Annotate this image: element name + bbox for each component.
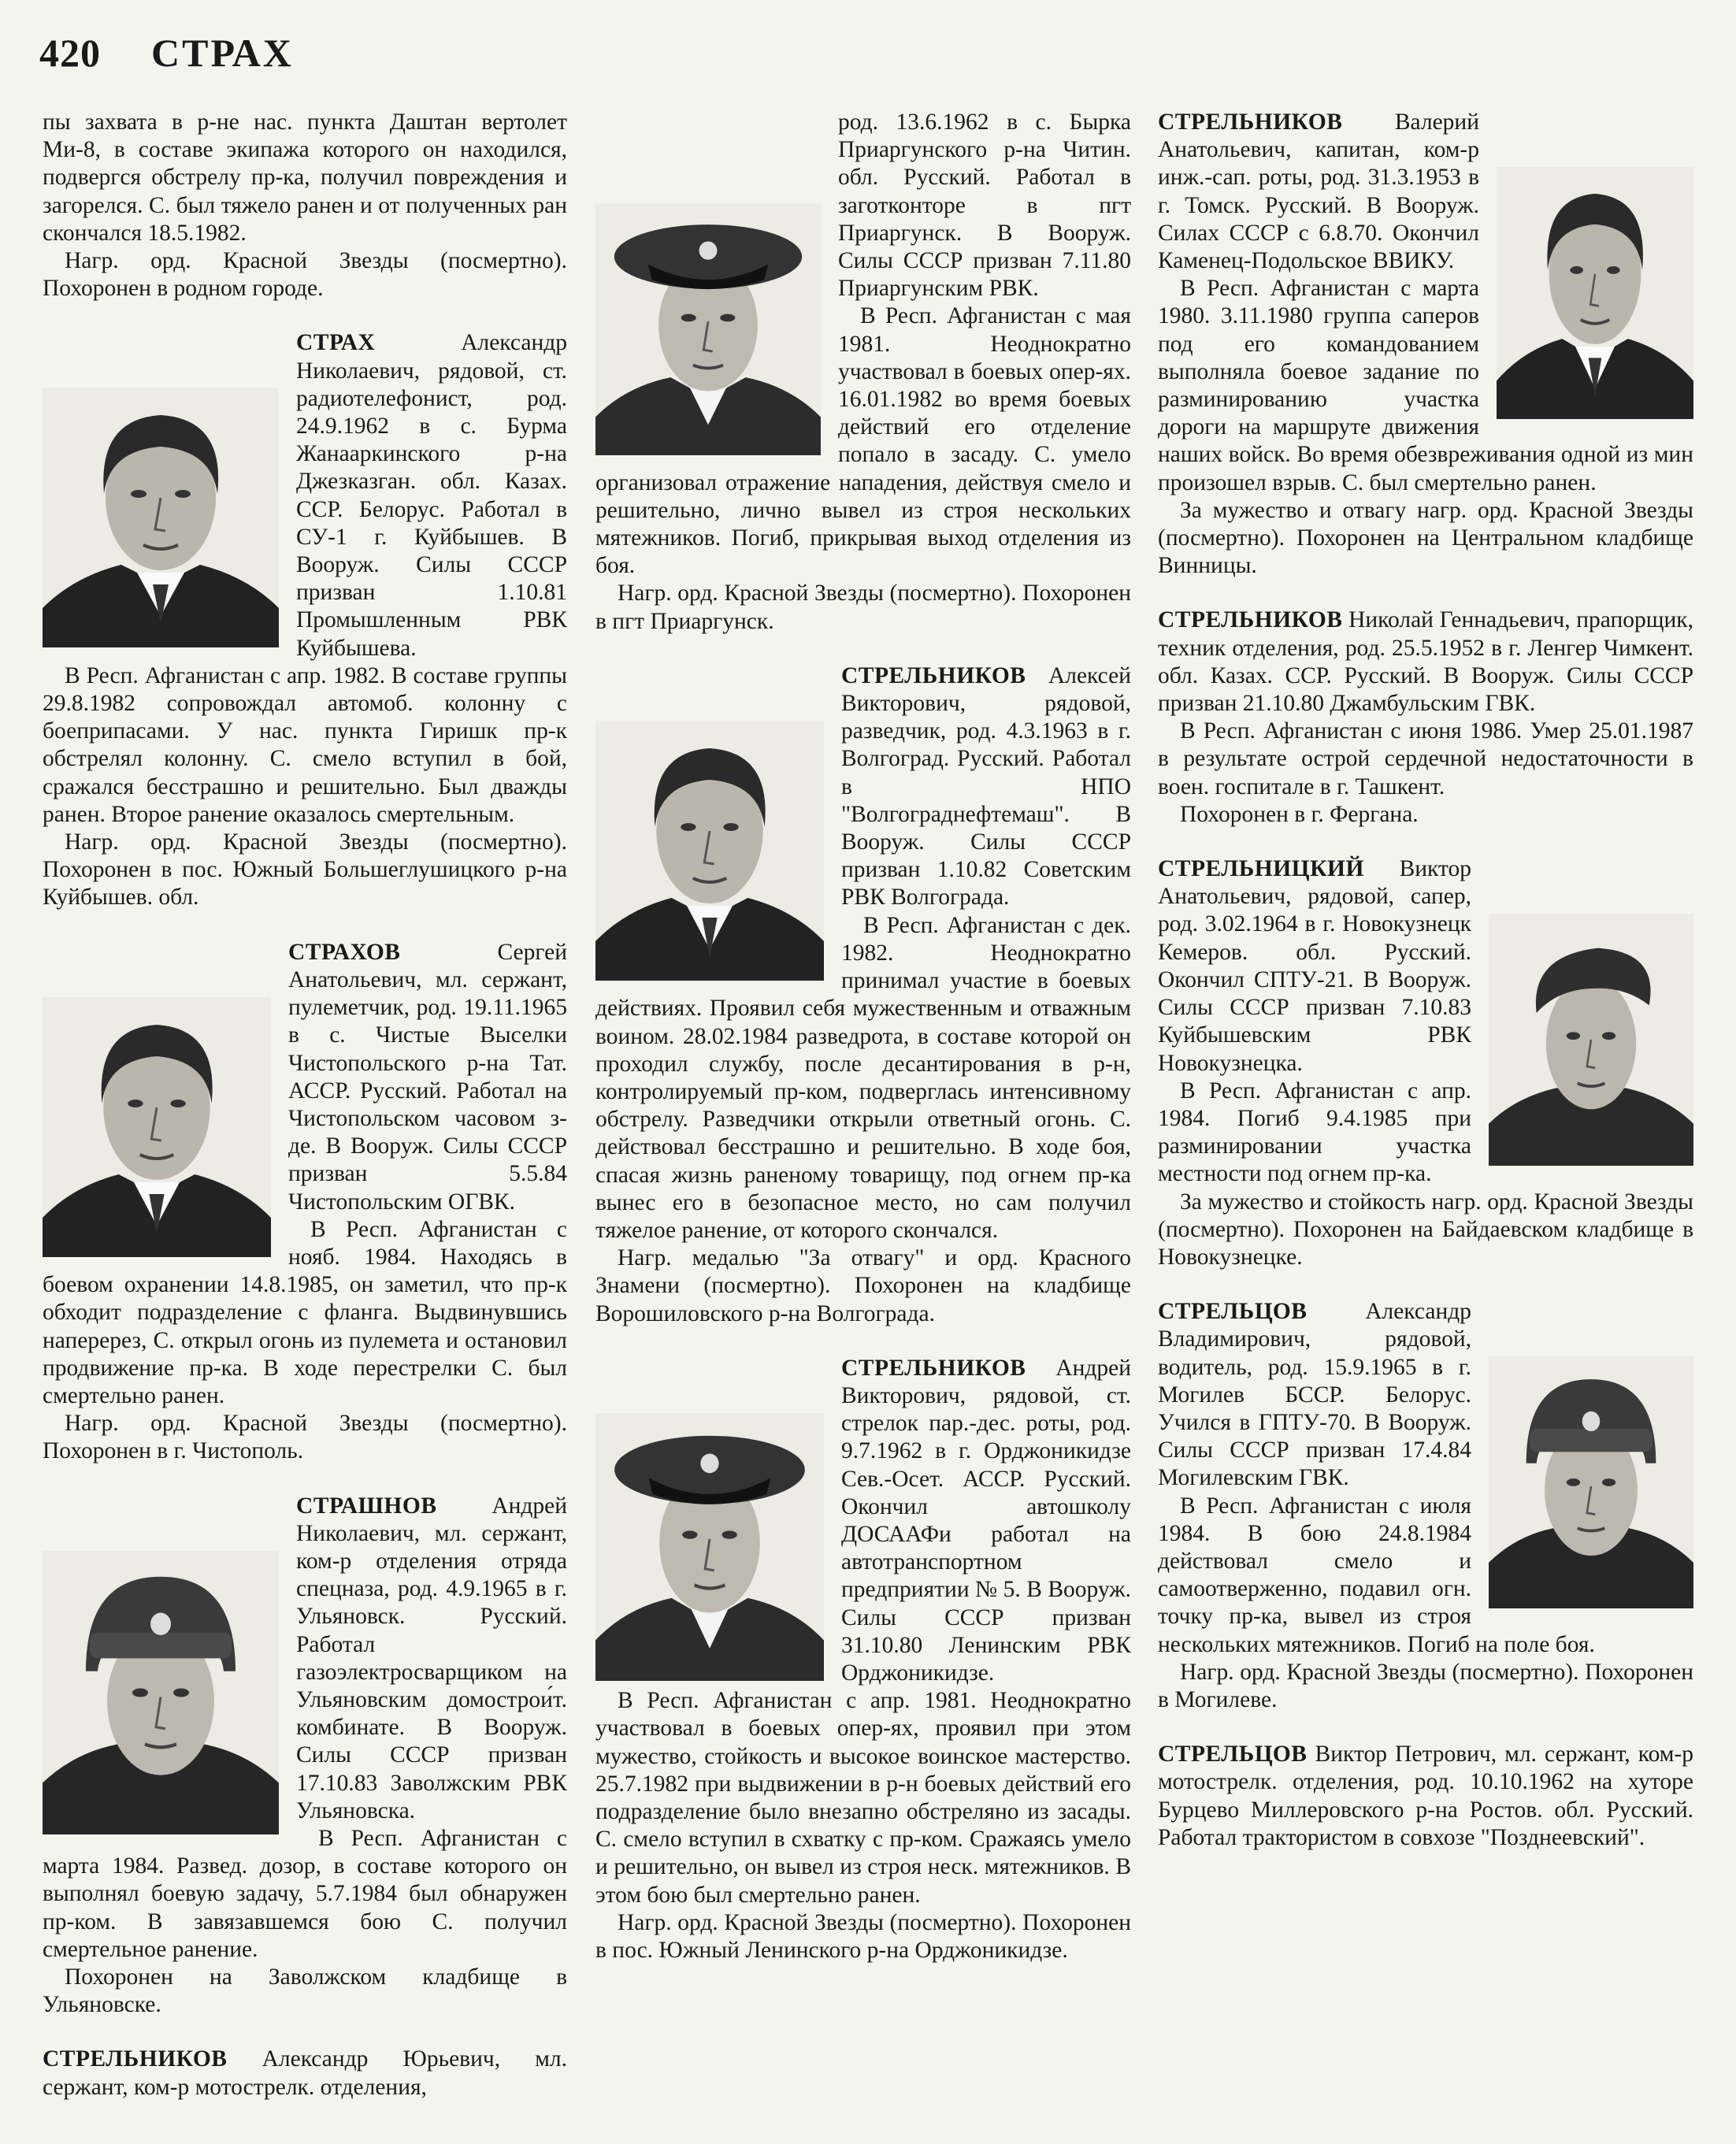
continued-entry xyxy=(43,109,567,302)
page-header xyxy=(39,30,294,76)
entry-text: Валерий Анатольевич, капитан, ком-р инж.-сап. роты, род. 31.3.1953 в г. Томск. Русский. В Вооруж. Силах СССР с 6.8.70. Окончил Каменец-Подольское ВВИКУ. xyxy=(1158,109,1479,274)
page-number: 420 xyxy=(39,31,101,75)
portrait-photo xyxy=(43,997,271,1257)
portrait-photo xyxy=(43,388,279,647)
entry-headword: СТРАХ xyxy=(296,330,376,356)
entry-text: За мужество и отвагу нагр. орд. Красной Звезды (посмертно). Похоронен на Центральном кладбище Винницы. xyxy=(1158,497,1693,579)
portrait-photo xyxy=(595,721,824,981)
entry-headword: СТРЕЛЬНИКОВ xyxy=(43,2046,228,2072)
entry-headword: СТРЕЛЬНИКОВ xyxy=(1158,109,1343,135)
entry-headword: СТРЕЛЬНИКОВ xyxy=(841,662,1026,688)
entry-text: пы захвата в р-не нас. пункта Даштан вертолет Ми-8, в составе экипажа которого он находился, подвергся обстрелу пр-ка, получил повреждения и загорелся. С. был тяжело ранен и от полученных ран скончался 18.5.1982. xyxy=(43,109,567,246)
entry-text: В Респ. Афганистан с апр. 1981. Неоднократно участвовал в боевых опер-ях, проявил при этом мужество, стойкость и высокое воинское мастерство. 25.7.1982 при выдвижении в р-н боевых действий его подразделение было внезапно обстреляно из засады. С. смело вступил в схватку с пр-ком. Сражаясь умело и решительно, он вывел из строя неск. мятежников. В этом бою был смертельно ранен. xyxy=(595,1688,1131,1908)
entry-strelnikov-nikolai xyxy=(1158,606,1693,829)
entry-text: В Респ. Афганистан с мая 1981. Неоднократно участвовал в боевых опер-ях. 16.01.1982 во время боевых действий его отделение попало в засаду. С. умело организовал отражение нападения, действуя смело и решительно, лично вывел из строя нескольких мятежников. Погиб, прикрывая выход отделения из боя. xyxy=(595,303,1131,579)
entry-strelnikov-valerii xyxy=(1158,109,1693,580)
entry-headword: СТРАХОВ xyxy=(288,939,401,965)
entry-strelnitskii xyxy=(1158,855,1693,1271)
entry-strelnikov-alexandr xyxy=(43,2046,567,2101)
entry-text: Нагр. орд. Красной Звезды (посмертно). Похоронен в пос. Южный Большеглушицкого р-на Куйбышев. обл. xyxy=(43,829,567,911)
column-3 xyxy=(1158,109,1693,1879)
entry-text: род. 13.6.1962 в с. Бырка Приаргунского р-на Читин. обл. Русский. Работал в заготконторе в пгт Приаргунск. В Вооруж. Силы СССР призван 7.11.80 Приаргунским РВК. xyxy=(838,109,1131,302)
entry-text: Виктор Петрович, мл. сержант, ком-р мотострелк. отделения, род. 10.10.1962 на хуторе Бурцево Миллеровского р-на Ростов. обл. Русский. Работал трактористом в совхозе "Позднеевский". xyxy=(1158,1742,1694,1850)
entry-text: Нагр. орд. Красной Звезды (посмертно). Похоронен в пгт Приаргунск. xyxy=(595,581,1131,634)
entry-text: Нагр. медалью "За отвагу" и орд. Красного Знамени (посмертно). Похоронен на кладбище Ворошиловского р-на Волгограда. xyxy=(595,1245,1131,1326)
entry-text: В Респ. Афганистан с марта 1980. 3.11.1980 группа саперов под его командованием выполняла боевое задание по разминированию участка дороги на маршруте движения наших войск. Во время обезвреживания одной из мин произошел взрыв. С. был смертельно ранен. xyxy=(1158,276,1693,495)
entry-text: Нагр. орд. Красной Звезды (посмертно). Похоронен в г. Чистополь. xyxy=(43,1411,567,1464)
entry-text: Нагр. орд. Красной Звезды (посмертно). Похоронен в родном городе. xyxy=(43,248,567,302)
entry-text: Александр Николаевич, рядовой, ст. радиотелефонист, род. 24.9.1962 в с. Бурма Жанааркинского р-на Джезказган. обл. Казах. ССР. Белорус. Работал в СУ-1 г. Куйбышев. В Вооруж. Силы СССР призван 1.10.81 Промышленным РВК Куйбышева. xyxy=(296,330,567,661)
entry-text: Похоронен в г. Фергана. xyxy=(1180,801,1419,827)
entry-text: В Респ. Афганистан с июня 1986. Умер 25.01.1987 в результате острой сердечной недостаточности в воен. госпитале в г. Ташкент. xyxy=(1158,718,1693,799)
entry-headword: СТРЕЛЬЦОВ xyxy=(1158,1299,1308,1325)
entry-text: Нагр. орд. Красной Звезды (посмертно). Похоронен в Могилеве. xyxy=(1158,1659,1693,1712)
portrait-photo xyxy=(1489,1356,1693,1608)
column-2 xyxy=(595,109,1131,1991)
entry-strashnov xyxy=(43,1493,567,2020)
entry-text: Алексей Викторович, рядовой, разведчик, род. 4.3.1963 в г. Волгоград. Русский. Работал в НПО "Волгограднефтемаш". В Вооруж. Силы СССР призван 1.10.82 Советским РВК Волгограда. xyxy=(841,662,1131,911)
entry-text: Андрей Николаевич, мл. сержант, ком-р отделения отряда спецназа, род. 4.9.1965 в г. Ульяновск. Русский. Работал газоэлектросварщиком на Ульяновским домострои́т. комбинате. В Вооруж. Силы СССР призван 17.10.83 Заволжским РВК Ульяновска. xyxy=(296,1493,567,1823)
entry-headword: СТРЕЛЬНИЦКИЙ xyxy=(1158,856,1364,882)
portrait-photo xyxy=(1489,914,1693,1166)
entry-text: Виктор Анатольевич, рядовой, сапер, род. 3.02.1964 в г. Новокузнецк Кемеров. обл. Русский. Окончил СПТУ-21. В Вооруж. Силы СССР призван 7.10.83 Куйбышевским РВК Новокузнецка. xyxy=(1158,856,1471,1076)
entry-strakhov xyxy=(43,939,567,1466)
running-title: СТРАХ xyxy=(151,31,294,75)
entry-headword: СТРАШНОВ xyxy=(296,1493,437,1519)
portrait-photo xyxy=(595,203,821,455)
entry-text: Сергей Анатольевич, мл. сержант, пулеметчик, род. 19.11.1965 в с. Чистые Выселки Чистопольского р-на Тат. АССР. Русский. Работал на Чистопольском часовом з-де. В Вооруж. Силы СССР призван 5.5.84 Чистопольским ОГВК. xyxy=(288,939,567,1215)
portrait-photo xyxy=(595,1413,824,1681)
entry-text: В Респ. Афганистан с нояб. 1984. Находясь в боевом охранении 14.8.1985, он заметил, что пр-к обходит подразделение с фланга. Выдвинувшись наперерез, С. открыл огонь из пулемета и остановил продвижение пр-ка. В ходе перестрелки С. был смертельно ранен. xyxy=(43,1216,567,1408)
entry-text: За мужество и стойкость нагр. орд. Красной Звезды (посмертно). Похоронен на Байдаевском кладбище в Новокузнецке. xyxy=(1158,1189,1693,1270)
entry-strelnikov-aleksei xyxy=(595,662,1131,1328)
entry-strelnikov-andrei xyxy=(595,1355,1131,1964)
entry-text: Александр Юрьевич, мл. сержант, ком-р мотострелк. отделения, xyxy=(43,2046,567,2100)
entry-text: В Респ. Афганистан с марта 1984. Развед. дозор, в составе которого он выполнял боевую задачу, 5.7.1984 был обнаружен пр-ком. В завязавшемся бою С. получил смертельное ранение. xyxy=(43,1825,567,1962)
entry-headword: СТРЕЛЬЦОВ xyxy=(1158,1742,1308,1768)
entry-text: Андрей Викторович, рядовой, ст. стрелок пар.-дес. роты, род. 9.7.1962 в г. Орджоникидзе Сев.-Осет. АССР. Русский. Окончил автошколу ДОСААФи работал на автотранспортном предприятии № 5. В Вооруж. Силы СССР призван 31.10.80 Ленинским РВК Орджоникидзе. xyxy=(841,1355,1131,1686)
entry-headword: СТРЕЛЬНИКОВ xyxy=(1158,607,1343,633)
portrait-photo xyxy=(1497,167,1693,419)
entry-text: В Респ. Афганистан с дек. 1982. Неоднократно принимал участие в боевых действиях. Проявил себя мужественным и отважным воином. 28.02.1984 разведрота, в составе которой он проходил службу, после десантирования в р-н, контролируемый пр-ком, подверглась интенсивному обстрелу. Разведчики открыли ответный огонь. С. действовал бесстрашно и решительно. В ходе боя, спасая жизнь раненому товарищу, под огнем пр-ка вынес его в безопасное место, но сам получил тяжелое ранение, от которого скончался. xyxy=(595,912,1131,1243)
portrait-photo xyxy=(43,1551,279,1834)
entry-text: Нагр. орд. Красной Звезды (посмертно). Похоронен в пос. Южный Ленинского р-на Орджоникидзе. xyxy=(595,1909,1131,1963)
entry-text: В Респ. Афганистан с июля 1984. В бою 24.8.1984 действовал смело и самоотверженно, подавил огн. точку пр-ка, вывел из строя нескольких мятежников. Погиб на поле боя. xyxy=(1158,1493,1595,1657)
entry-text: В Респ. Афганистан с апр. 1984. Погиб 9.4.1985 при разминировании участка местности под огнем пр-ка. xyxy=(1158,1078,1471,1187)
entry-streltsov-viktor xyxy=(1158,1741,1693,1852)
entry-text: Похоронен на Заволжском кладбище в Ульяновске. xyxy=(43,1964,567,2018)
entry-text: Николай Геннадьевич, прапорщик, техник отделения, род. 25.5.1952 в г. Ленгер Чимкент. обл. Казах. ССР. Русский. В Вооруж. Силы СССР призван 21.10.80 Джамбульским ГВК. xyxy=(1158,607,1693,717)
entry-strakh xyxy=(43,329,567,911)
column-1 xyxy=(43,109,567,2128)
entry-text: В Респ. Афганистан с апр. 1982. В составе группы 29.8.1982 сопровождал автомоб. колонну с боеприпасами. У нас. пункта Гиришк пр-к обстрелял колонну. С. смело вступил в бой, сражался бесстрашно и решительно. Был дважды ранен. Второе ранение оказалось смертельным. xyxy=(43,662,567,827)
entry-text: Александр Владимирович, рядовой, водитель, род. 15.9.1965 в г. Могилев БССР. Белорус. Учился в ГПТУ-70. В Вооруж. Силы СССР призван 17.4.84 Могилевским ГВК. xyxy=(1158,1299,1471,1491)
entry-streltsov-alexandr xyxy=(1158,1298,1693,1714)
entry-headword: СТРЕЛЬНИКОВ xyxy=(841,1355,1026,1381)
continued-entry xyxy=(595,109,1131,636)
